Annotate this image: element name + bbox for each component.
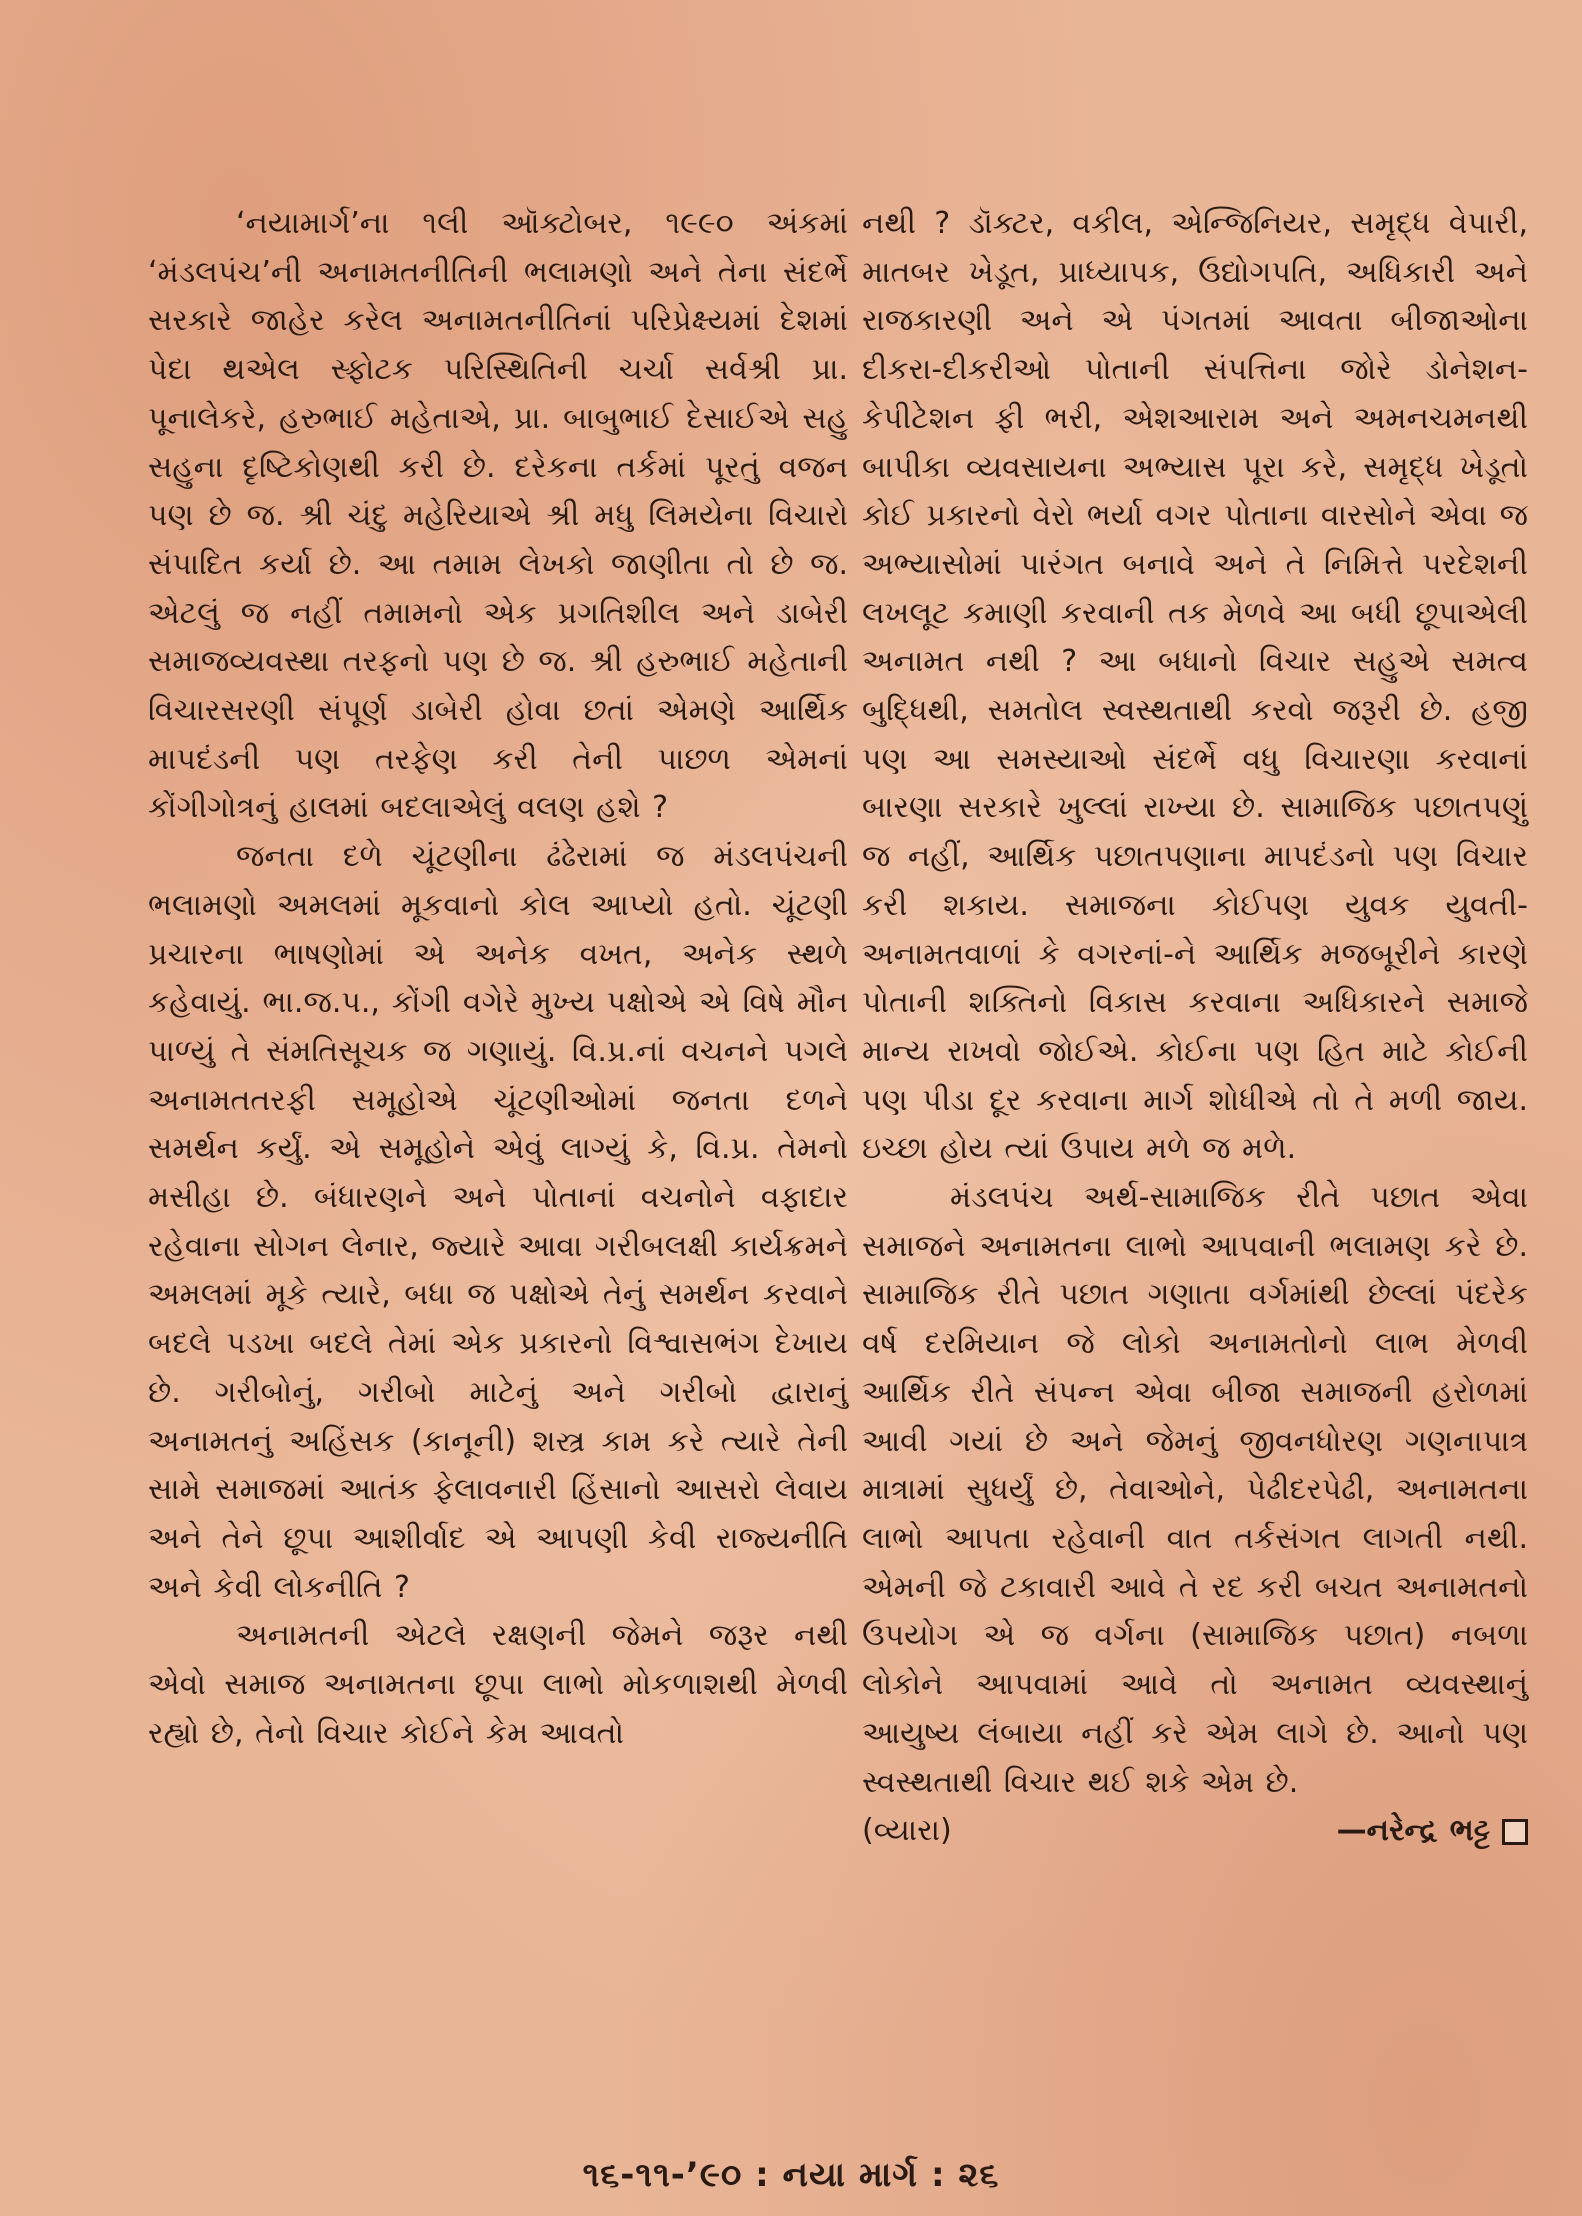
- paragraph-3-continued: નથી ? ડૉક્ટર, વકીલ, એન્જિનિયર, સમૃદ્ધ વેપારી, માતબર ખેડૂત, પ્રાધ્યાપક, ઉદ્યોગપતિ, અધિકારી અને રાજકારણી અને એ પંગતમાં આવતા બીજાઓના દીકરા-દીકરીઓ પોતાની સંપત્તિના જોરે ડોનેશન-કેપીટેશન ફી ભરી, એશઆરામ અને અમનચમનથી બાપીકા વ્યવસાયના અભ્યાસ પૂરા કરે, સમૃદ્ધ ખેડૂતો કોઈ પ્રકારનો વેરો ભર્યા વગર પોતાના વારસોને એવા જ અભ્યાસોમાં પારંગત બનાવે અને તે નિમિત્તે પરદેશની લખલૂટ કમાણી કરવાની તક મેળવે આ બધી છૂપાએલી અનામત નથી ? આ બધાનો વિચાર સહુએ સમત્વ બુદ્ધિથી, સમતોલ સ્વસ્થતાથી કરવો જરૂરી છે. હજી પણ આ સમસ્યાઓ સંદર્ભે વધુ વિચારણા કરવાનાં બારણા સરકારે ખુલ્લાં રાખ્યા છે. સામાજિક પછાતપણું જ નહીં, આર્થિક પછાતપણાના માપદંડનો પણ વિચાર કરી શકાય. સમાજના કોઈપણ યુવક યુવતી-અનામતવાળાં કે વગરનાં-ને આર્થિક મજબૂરીને કારણે પોતાની શક્તિનો વિકાસ કરવાના અધિકારને સમાજે માન્ય રાખવો જોઈએ. કોઈના પણ હિત માટે કોઈની પણ પીડા દૂર કરવાના માર્ગ શોધીએ તો તે મળી જાય. ઇચ્છા હોય ત્યાં ઉપાય મળે જ મળે.: [862, 206, 1528, 1167]
- paragraph-3: અનામતની એટલે રક્ષણની જેમને જરૂર નથી એવો સમાજ અનામતના છૂપા લાભો મોકળાશથી મેળવી રહ્યો છે, તેનો વિચાર કોઈને કેમ આવતો: [148, 1618, 848, 1751]
- signature-row: [862, 1807, 1528, 1856]
- author-place: (વ્યારા): [862, 1813, 952, 1849]
- paragraph-4: મંડલપંચ અર્થ-સામાજિક રીતે પછાત એવા સમાજને અનામતના લાભો આપવાની ભલામણ કરે છે. સામાજિક રીતે પછાત ગણાતા વર્ગમાંથી છેલ્લાં પંદરેક વર્ષ દરમિયાન જે લોકો અનામતોનો લાભ મેળવી આર્થિક રીતે સંપન્ન એવા બીજા સમાજની હરોળમાં આવી ગયાં છે અને જેમનું જીવનધોરણ ગણનાપાત્ર માત્રામાં સુધર્યું છે, તેવાઓને, પેઢીદરપેઢી, અનામતના લાભો આપતા રહેવાની વાત તર્કસંગત લાગતી નથી. એમની જે ટકાવારી આવે તે રદ કરી બચત અનામતનો ઉપયોગ એ જ વર્ગના (સામાજિક પછાત) નબળા લોકોને આપવામાં આવે તો અનામત વ્યવસ્થાનું આયુષ્ય લંબાયા નહીં કરે એમ લાગે છે. આનો પણ સ્વસ્થતાથી વિચાર થઈ શકે એમ છે.: [862, 1180, 1528, 1800]
- left-column: [148, 200, 848, 1759]
- paragraph-2: જનતા દળે ચૂંટણીના ઢંઢેરામાં જ મંડલપંચની ભલામણો અમલમાં મૂકવાનો કોલ આપ્યો હતો. ચૂંટણી પ્રચારના ભાષણોમાં એ અનેક વખત, અનેક સ્થળે કહેવાયું. ભા.જ.પ., કોંગી વગેરે મુખ્ય પક્ષોએ એ વિષે મૌન પાળ્યું તે સંમતિસૂચક જ ગણાયું. વિ.પ્ર.નાં વચનને પગલે અનામતતરફી સમૂહોએ ચૂંટણીઓમાં જનતા દળને સમર્થન કર્યું. એ સમૂહોને એવું લાગ્યું કે, વિ.પ્ર. તેમનો મસીહા છે. બંધારણને અને પોતાનાં વચનોને વફાદાર રહેવાના સોગન લેનાર, જ્યારે આવા ગરીબલક્ષી કાર્યક્રમને અમલમાં મૂકે ત્યારે, બધા જ પક્ષોએ તેનું સમર્થન કરવાને બદલે પડખા બદલે તેમાં એક પ્રકારનો વિશ્વાસભંગ દેખાય છે. ગરીબોનું, ગરીબો માટેનું અને ગરીબો દ્વારાનું અનામતનું અહિંસક (કાનૂની) શસ્ત્ર કામ કરે ત્યારે તેની સામે સમાજમાં આતંક ફેલાવનારી હિંસાનો આસરો લેવાય અને તેને છૂપા આશીર્વાદ એ આપણી કેવી રાજ્યનીતિ અને કેવી લોકનીતિ ?: [148, 839, 848, 1605]
- right-column: [862, 200, 1528, 1856]
- author-name: —નરેન્દ્ર ભટ્ટ: [1336, 1813, 1490, 1849]
- paragraph-1: ‘નયામાર્ગ’ના ૧લી ઑક્ટોબર, ૧૯૯૦ અંકમાં ‘મંડલપંચ’ની અનામતનીતિની ભલામણો અને તેના સંદર્ભે સરકારે જાહેર કરેલ અનામતનીતિનાં પરિપ્રેક્ષ્યમાં દેશમાં પેદા થએલ સ્ફોટક પરિસ્થિતિની ચર્ચા સર્વશ્રી પ્રા. પૂનાલેકરે, હરુભાઈ મહેતાએ, પ્રા. બાબુભાઈ દેસાઈએ સહુ સહુના દૃષ્ટિકોણથી કરી છે. દરેકના તર્કમાં પૂરતું વજન પણ છે જ. શ્રી ચંદુ મહેરિયાએ શ્રી મધુ લિમયેના વિચારો સંપાદિત કર્યા છે. આ તમામ લેખકો જાણીતા તો છે જ. એટલું જ નહીં તમામનો એક પ્રગતિશીલ અને ડાબેરી સમાજવ્યવસ્થા તરફનો પણ છે જ. શ્રી હરુભાઈ મહેતાની વિચારસરણી સંપૂર્ણ ડાબેરી હોવા છતાં એમણે આર્થિક માપદંડની પણ તરફેણ કરી તેની પાછળ એમનાં કોંગીગોત્રનું હાલમાં બદલાએલું વલણ હશે ?: [148, 206, 848, 826]
- page-footer: ૧૬-૧૧-’૯૦ : નયા માર્ગ : ૨૬: [582, 2155, 1000, 2195]
- author-signature: [1337, 1807, 1528, 1856]
- end-mark-icon: [1502, 1819, 1528, 1845]
